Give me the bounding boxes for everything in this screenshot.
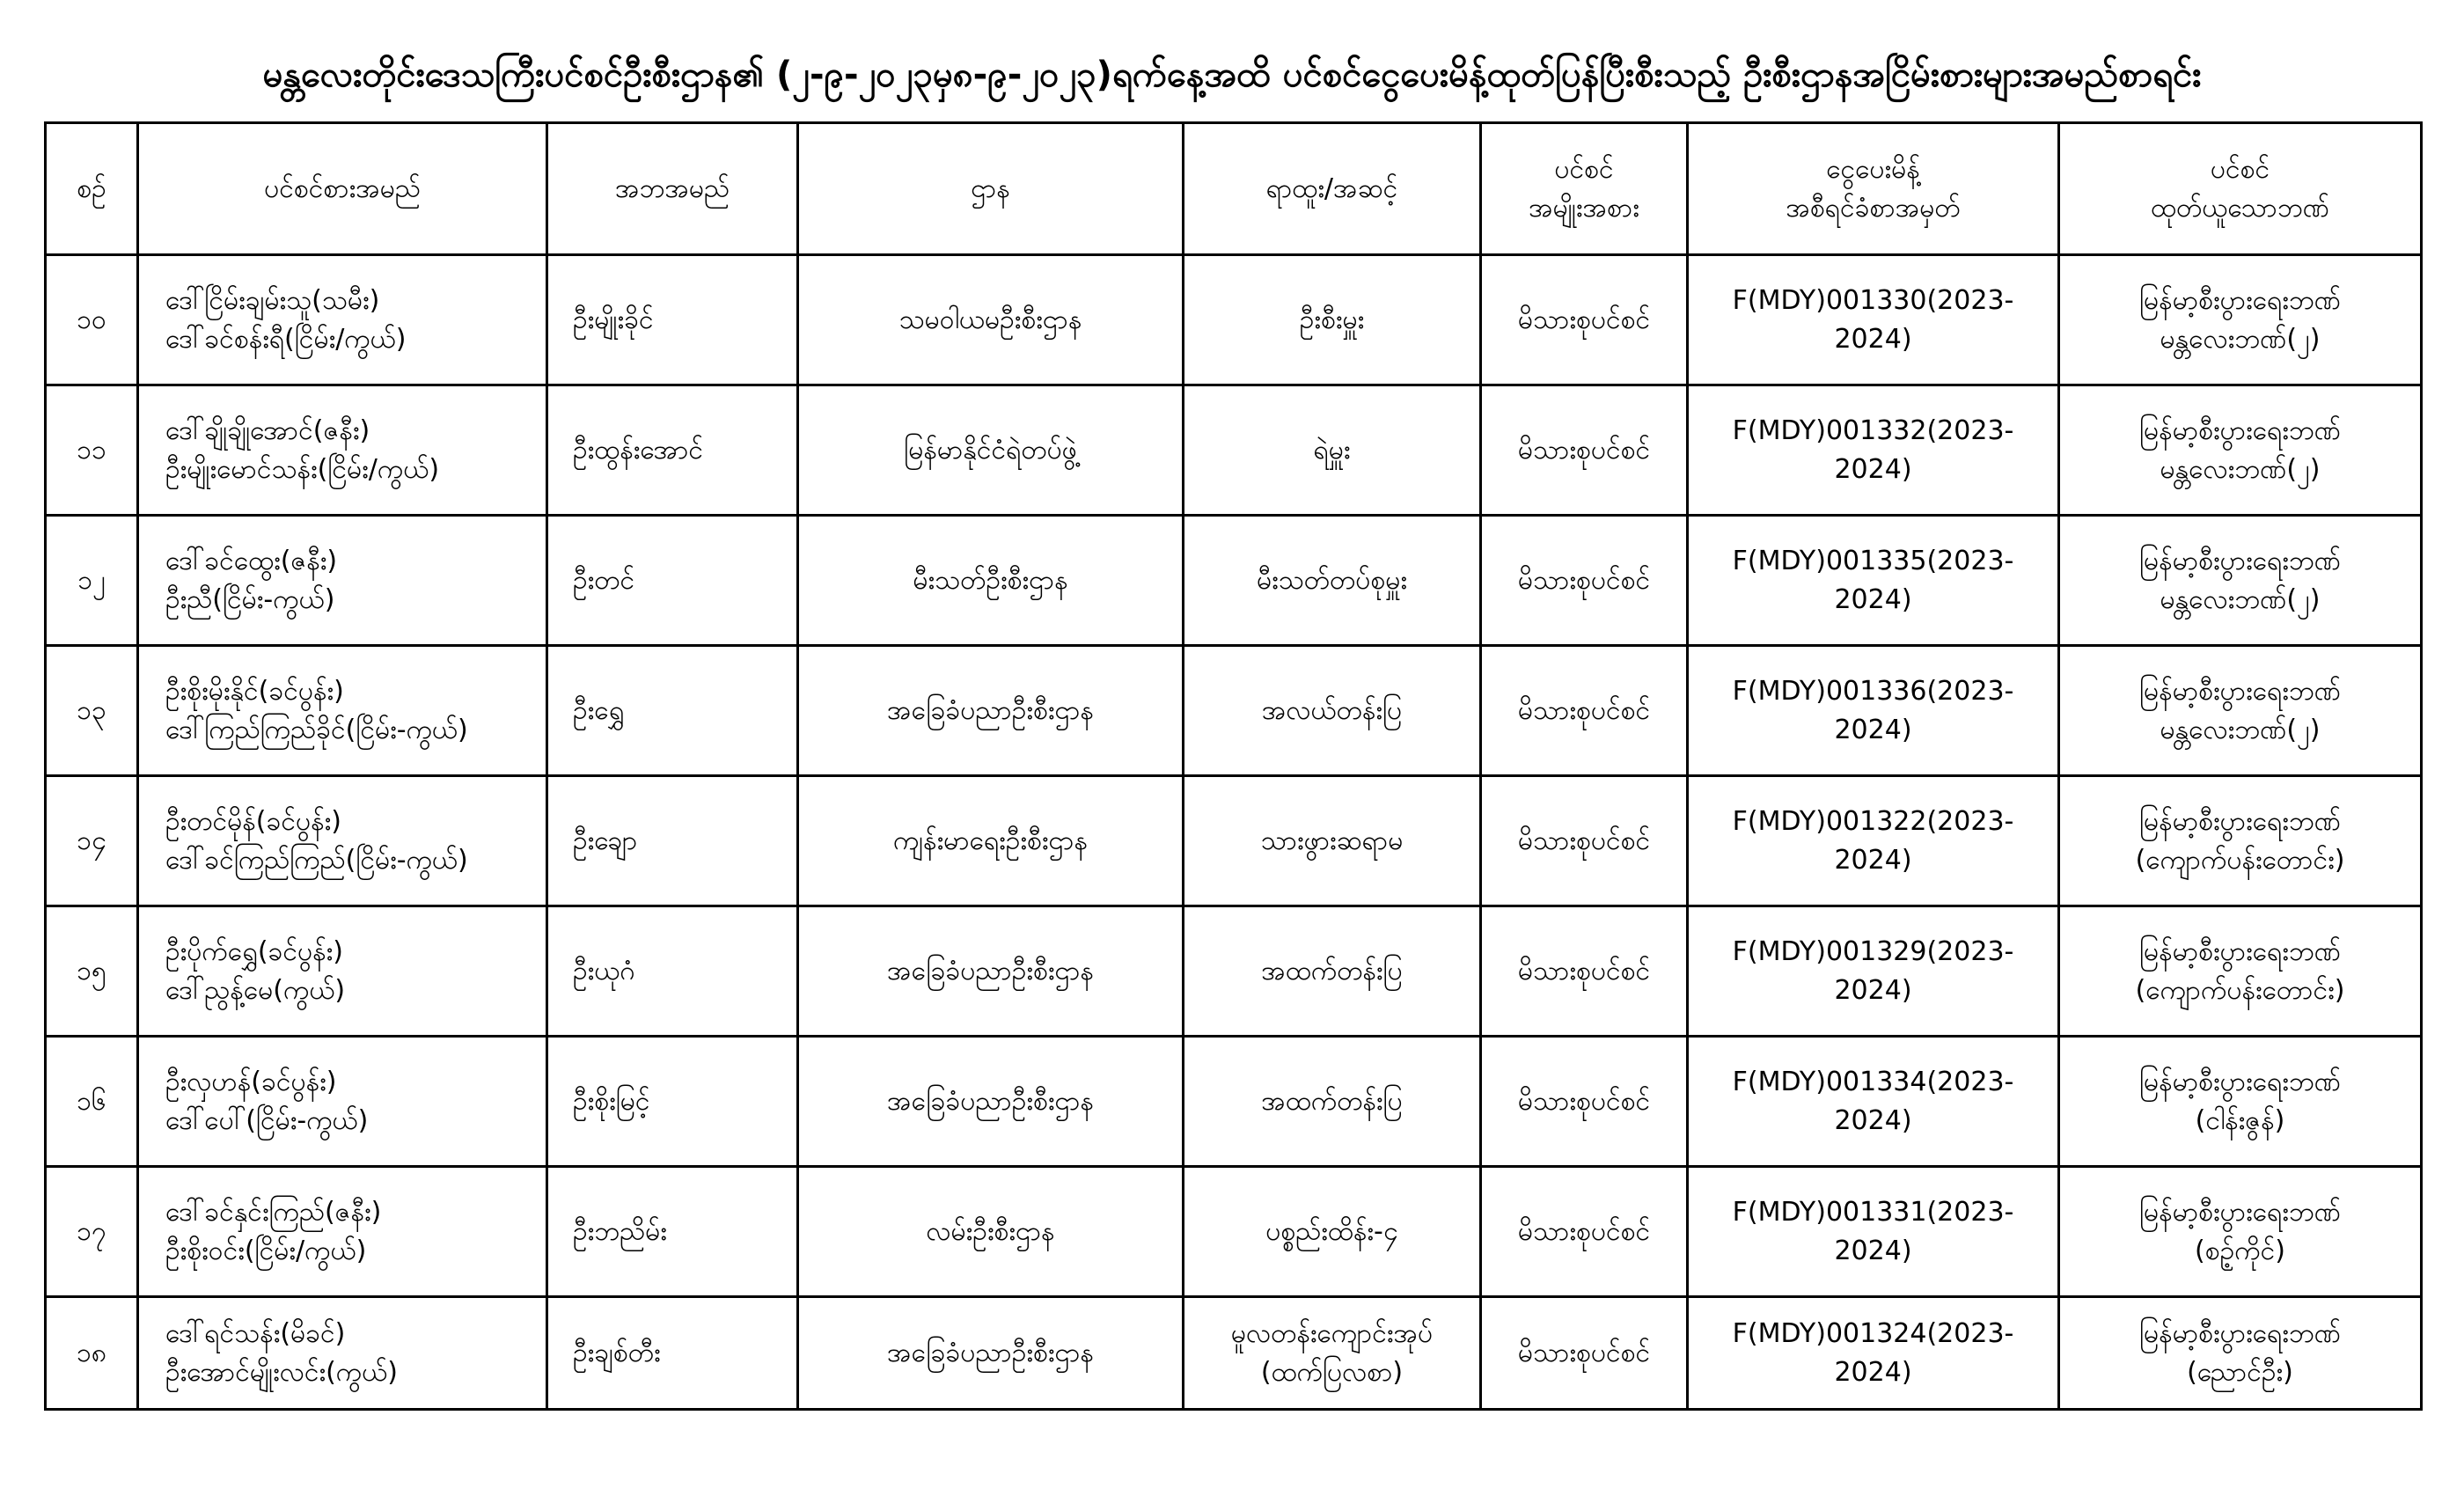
cell-bank-line: မြန်မာ့စီးပွားရေးဘဏ် [2139, 1317, 2341, 1349]
cell-bank [2059, 255, 2422, 385]
cell-bank-line: (စဉ့်ကိုင်) [2195, 1235, 2285, 1266]
cell-report-number: F(MDY)001329(2023-2024) [1688, 906, 2059, 1037]
cell-position [1184, 646, 1481, 776]
cell-pensioner-name-line: ဒေါ်ခင်ထွေး(ဇနီး) [165, 545, 338, 576]
cell-serial-no: ၁၇ [46, 1167, 138, 1297]
header-department [798, 123, 1184, 255]
cell-position [1184, 1297, 1481, 1410]
header-position-line: ရာထူး/အဆင့် [1265, 172, 1398, 204]
cell-pensioner-name-line: ဒေါ်ငြိမ်းချမ်းသူ(သမီး) [165, 284, 380, 316]
header-bank-line: ထုတ်ယူသောဘဏ် [2151, 192, 2329, 224]
cell-department-line: မြန်မာနိုင်ငံရဲတပ်ဖွဲ့ [904, 434, 1077, 466]
cell-department [798, 255, 1184, 385]
cell-department-line: သမဝါယမဦးစီးဌာန [898, 304, 1082, 335]
cell-position [1184, 385, 1481, 516]
cell-bank-line: မြန်မာ့စီးပွားရေးဘဏ် [2139, 414, 2341, 446]
cell-father-name: ဦးချစ်တီး [547, 1297, 798, 1410]
cell-bank-line: မန္တလေးဘဏ်(၂) [2160, 714, 2321, 745]
cell-pensioner-name [138, 1297, 547, 1410]
cell-bank [2059, 516, 2422, 646]
cell-serial-no: ၁၁ [46, 385, 138, 516]
cell-pensioner-name-line: ဒေါ်ညွန့်မေ(ကွယ်) [165, 974, 346, 1006]
cell-father-name: ဦးချော [547, 776, 798, 906]
cell-department-line: လမ်းဦးစီးဌာန [926, 1215, 1055, 1247]
cell-bank-line: မန္တလေးဘဏ်(၂) [2160, 323, 2321, 355]
cell-position [1184, 1167, 1481, 1297]
header-bank-line: ပင်စင် [2210, 153, 2270, 185]
header-serial-no-line: စဉ် [77, 172, 106, 204]
cell-department [798, 776, 1184, 906]
cell-serial-no: ၁၃ [46, 646, 138, 776]
cell-position-line: (ထက်ပြလစာ) [1260, 1356, 1404, 1388]
cell-position-line: အလယ်တန်းပြ [1261, 694, 1403, 726]
table-body [46, 255, 2422, 1410]
cell-department [798, 385, 1184, 516]
cell-bank-line: မြန်မာ့စီးပွားရေးဘဏ် [2139, 545, 2341, 576]
cell-bank [2059, 385, 2422, 516]
cell-pensioner-name [138, 776, 547, 906]
header-pensioner-name [138, 123, 547, 255]
cell-bank-line: (ကျောက်ပန်းတောင်း) [2135, 974, 2345, 1006]
cell-father-name: ဦးမျိုးခိုင် [547, 255, 798, 385]
cell-father-name: ဦးယုဂံ [547, 906, 798, 1037]
cell-report-number: F(MDY)001332(2023-2024) [1688, 385, 2059, 516]
cell-position-line: မူလတန်းကျောင်းအုပ် [1230, 1317, 1434, 1349]
cell-father-name: ဦးရွှေ [547, 646, 798, 776]
cell-pensioner-name [138, 646, 547, 776]
cell-department-line: အခြေခံပညာဦးစီးဌာန [887, 1337, 1094, 1368]
table-row [46, 1297, 2422, 1410]
header-serial-no [46, 123, 138, 255]
header-department-line: ဌာန [971, 172, 1010, 204]
header-position [1184, 123, 1481, 255]
header-father-name-line: အဘအမည် [614, 172, 730, 204]
cell-department-line: အခြေခံပညာဦးစီးဌာန [887, 955, 1094, 986]
header-bank [2059, 123, 2422, 255]
cell-pensioner-name-line: ဦးတင်မိုန်(ခင်ပွန်း) [165, 805, 341, 837]
cell-pension-type: မိသားစုပင်စင် [1481, 385, 1688, 516]
header-report-number [1688, 123, 2059, 255]
table-header-row [46, 123, 2422, 255]
cell-pension-type: မိသားစုပင်စင် [1481, 646, 1688, 776]
table-row [46, 646, 2422, 776]
header-pension-type-line: အမျိုးအစား [1529, 192, 1639, 224]
cell-pensioner-name [138, 385, 547, 516]
cell-pensioner-name-line: ဒေါ်ပေါ်(ငြိမ်း-ကွယ်) [165, 1104, 369, 1136]
cell-pensioner-name-line: ဒေါ်ရင်သန်း(မိခင်) [165, 1317, 346, 1349]
cell-bank [2059, 906, 2422, 1037]
cell-father-name: ဦးစိုးမြင့် [547, 1037, 798, 1167]
cell-serial-no: ၁၈ [46, 1297, 138, 1410]
cell-pensioner-name-line: ဒေါ်ခင်စန်းရီ(ငြိမ်း/ကွယ်) [165, 323, 407, 355]
cell-pensioner-name [138, 906, 547, 1037]
cell-report-number: F(MDY)001334(2023-2024) [1688, 1037, 2059, 1167]
cell-report-number: F(MDY)001330(2023-2024) [1688, 255, 2059, 385]
cell-bank-line: မန္တလေးဘဏ်(၂) [2160, 583, 2321, 615]
cell-bank [2059, 1297, 2422, 1410]
cell-department-line: အခြေခံပညာဦးစီးဌာန [887, 694, 1094, 726]
cell-pension-type: မိသားစုပင်စင် [1481, 255, 1688, 385]
cell-position [1184, 1037, 1481, 1167]
cell-department [798, 1297, 1184, 1410]
cell-serial-no: ၁၀ [46, 255, 138, 385]
header-pension-type [1481, 123, 1688, 255]
cell-bank [2059, 646, 2422, 776]
cell-pension-type: မိသားစုပင်စင် [1481, 906, 1688, 1037]
table-row [46, 516, 2422, 646]
cell-pensioner-name-line: ဦးမျိုးမောင်သန်း(ငြိမ်း/ကွယ်) [165, 453, 440, 485]
cell-department [798, 906, 1184, 1037]
cell-report-number: F(MDY)001322(2023-2024) [1688, 776, 2059, 906]
table-row [46, 906, 2422, 1037]
cell-bank-line: မြန်မာ့စီးပွားရေးဘဏ် [2139, 284, 2341, 316]
cell-pensioner-name [138, 516, 547, 646]
cell-report-number: F(MDY)001335(2023-2024) [1688, 516, 2059, 646]
cell-report-number: F(MDY)001331(2023-2024) [1688, 1167, 2059, 1297]
table-row [46, 255, 2422, 385]
cell-pensioner-name-line: ဦးညီ(ငြိမ်း-ကွယ်) [165, 583, 335, 615]
cell-department [798, 516, 1184, 646]
cell-department [798, 1037, 1184, 1167]
table-row [46, 776, 2422, 906]
cell-bank-line: မြန်မာ့စီးပွားရေးဘဏ် [2139, 675, 2341, 707]
cell-pensioner-name-line: ဦးစိုးမိုးနိုင်(ခင်ပွန်း) [165, 675, 344, 707]
cell-pensioner-name-line: ဒေါ်ချိုချိုအောင်(ဇနီး) [165, 414, 370, 446]
cell-position-line: ဦးစီးမှူး [1299, 304, 1365, 335]
cell-father-name: ဦးဘညိမ်း [547, 1167, 798, 1297]
cell-bank-line: မြန်မာ့စီးပွားရေးဘဏ် [2139, 1196, 2341, 1228]
header-pension-type-line: ပင်စင် [1554, 153, 1614, 185]
cell-pensioner-name-line: ဒေါ်ခင်ကြည်ကြည်(ငြိမ်း-ကွယ်) [165, 844, 468, 876]
cell-bank [2059, 776, 2422, 906]
cell-position [1184, 255, 1481, 385]
table-row [46, 1037, 2422, 1167]
cell-bank-line: မြန်မာ့စီးပွားရေးဘဏ် [2139, 1066, 2341, 1097]
header-father-name [547, 123, 798, 255]
pension-table-container [44, 121, 2420, 1411]
page-title: မန္တလေးတိုင်းဒေသကြီးပင်စင်ဦးစီးဌာန၏ (၂-၉-၂၀၂၃မှ၈-၉-၂၀၂၃)ရက်နေ့အထိ ပင်စင်ငွေပေးမိန့်ထုတ်ပြန်ပြီးစီးသည့် ဦးစီးဌာနအငြိမ်းစားများအမည်စာရင်း [262, 55, 2202, 95]
cell-pensioner-name-line: ဦးပိုက်ရွှေ(ခင်ပွန်း) [165, 935, 344, 967]
cell-serial-no: ၁၄ [46, 776, 138, 906]
cell-bank-line: မြန်မာ့စီးပွားရေးဘဏ် [2139, 935, 2341, 967]
cell-bank-line: (ငါန်းဇွန်) [2195, 1104, 2285, 1136]
cell-report-number: F(MDY)001336(2023-2024) [1688, 646, 2059, 776]
cell-department-line: အခြေခံပညာဦးစီးဌာန [887, 1085, 1094, 1117]
cell-serial-no: ၁၂ [46, 516, 138, 646]
cell-department [798, 646, 1184, 776]
cell-position-line: မီးသတ်တပ်စုမှူး [1257, 564, 1407, 596]
cell-department [798, 1167, 1184, 1297]
cell-position [1184, 516, 1481, 646]
cell-pension-type: မိသားစုပင်စင် [1481, 1037, 1688, 1167]
cell-father-name: ဦးတင် [547, 516, 798, 646]
cell-bank [2059, 1167, 2422, 1297]
cell-position-line: အထက်တန်းပြ [1261, 955, 1403, 986]
cell-position-line: ရဲမှူး [1313, 434, 1351, 466]
cell-serial-no: ၁၆ [46, 1037, 138, 1167]
cell-father-name: ဦးထွန်းအောင် [547, 385, 798, 516]
table-row [46, 385, 2422, 516]
cell-pensioner-name [138, 1037, 547, 1167]
cell-bank-line: မန္တလေးဘဏ်(၂) [2160, 453, 2321, 485]
cell-pensioner-name [138, 1167, 547, 1297]
cell-pension-type: မိသားစုပင်စင် [1481, 1167, 1688, 1297]
cell-pensioner-name-line: ဦးစိုးဝင်း(ငြိမ်း/ကွယ်) [165, 1235, 367, 1266]
cell-position [1184, 776, 1481, 906]
cell-pension-type: မိသားစုပင်စင် [1481, 776, 1688, 906]
cell-bank-line: မြန်မာ့စီးပွားရေးဘဏ် [2139, 805, 2341, 837]
cell-position-line: အထက်တန်းပြ [1261, 1085, 1403, 1117]
cell-bank [2059, 1037, 2422, 1167]
cell-report-number: F(MDY)001324(2023-2024) [1688, 1297, 2059, 1410]
cell-serial-no: ၁၅ [46, 906, 138, 1037]
cell-bank-line: (ကျောက်ပန်းတောင်း) [2135, 844, 2345, 876]
table-row [46, 1167, 2422, 1297]
cell-pensioner-name-line: ဒေါ်ခင်နှင်းကြည်(ဇနီး) [165, 1196, 382, 1228]
cell-pensioner-name-line: ဦးလှဟန်(ခင်ပွန်း) [165, 1066, 337, 1097]
cell-department-line: ကျန်းမာရေးဦးစီးဌာန [892, 825, 1089, 856]
header-pensioner-name-line: ပင်စင်စားအမည် [264, 172, 421, 204]
cell-pensioner-name [138, 255, 547, 385]
cell-department-line: မီးသတ်ဦးစီးဌာန [913, 564, 1068, 596]
cell-pensioner-name-line: ဦးအောင်မျိုးလင်း(ကွယ်) [165, 1356, 398, 1388]
cell-pension-type: မိသားစုပင်စင် [1481, 516, 1688, 646]
cell-pensioner-name-line: ဒေါ်ကြည်ကြည်ခိုင်(ငြိမ်း-ကွယ်) [165, 714, 468, 745]
header-report-number-line: ငွေပေးမိန့် [1826, 153, 1920, 185]
pension-table [44, 121, 2423, 1411]
cell-position-line: ပစ္စည်းထိန်း-၄ [1265, 1215, 1398, 1247]
cell-position-line: သားဖွားဆရာမ [1260, 825, 1404, 856]
cell-pension-type: မိသားစုပင်စင် [1481, 1297, 1688, 1410]
cell-position [1184, 906, 1481, 1037]
header-report-number-line: အစီရင်ခံစာအမှတ် [1786, 192, 1961, 224]
cell-bank-line: (ညောင်ဦး) [2187, 1356, 2293, 1388]
